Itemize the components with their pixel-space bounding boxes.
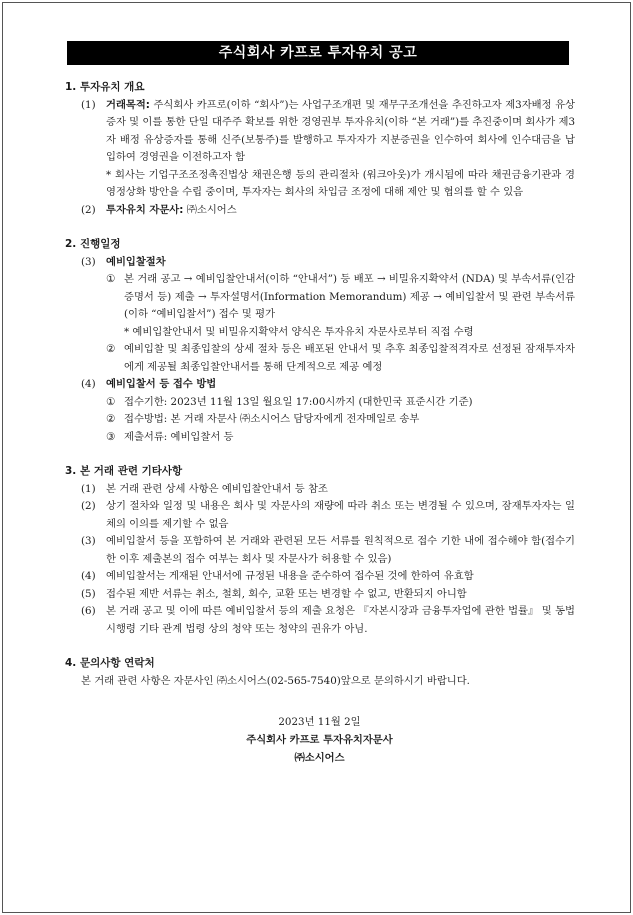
item-text: 예비입찰서 등을 포함하여 본 거래와 관련된 모든 서류를 원칙적으로 접수 기한 내에 접수해야 함(접수기한 이후 제출본의 접수 여부는 회사 및 자문사가 허용할 수 있음)	[106, 535, 575, 565]
item-label: 예비입찰서 등 접수 방법	[106, 378, 217, 390]
sub-item-text: 제출서류: 예비입찰서 등	[124, 430, 234, 443]
sub-item	[65, 341, 575, 376]
sub-item-number: ②	[106, 413, 116, 425]
item-number: (2)	[81, 500, 96, 512]
item-number: (6)	[81, 605, 96, 617]
page-title: 주식회사 카프로 투자유치 공고	[67, 41, 569, 65]
note	[65, 167, 575, 202]
signature-block	[3, 713, 633, 767]
list-item	[65, 202, 575, 220]
sub-item	[65, 429, 575, 447]
list-item	[65, 568, 575, 586]
sub-item	[65, 271, 575, 324]
list-item	[65, 586, 575, 604]
item-number: (4)	[81, 570, 96, 582]
item-number: (3)	[81, 255, 96, 268]
sub-item-text: 예비입찰 및 최종입찰의 상세 절차 등은 배포된 안내서 및 추후 최종입찰적격자로 선정된 잠재투자자에게 제공될 최종입찰안내서를 통해 단계적으로 제공 예정	[124, 343, 575, 373]
item-number: (3)	[81, 535, 96, 547]
sub-item-text: 본 거래 공고 → 예비입찰안내서(이하 “안내서”) 등 배포 → 비밀유지확약서 (NDA) 및 부속서류(인감증명서 등) 제출 → 투자설명서(Information Memorandum) 제공 → 예비입찰서 및 관련 부속서류(이하 “예비입찰서”) 접수 및 평가	[124, 273, 575, 320]
item-text: 본 거래 공고 및 이에 따른 예비입찰서 등의 제출 요청은 『자본시장과 금융투자업에 관한 법률』 및 동법 시행령 기타 관계 법령 상의 청약 또는 청약의 권유가 아님.	[106, 605, 575, 635]
section-2-heading: 2. 진행일정	[65, 238, 121, 250]
item-label: 예비입찰절차	[106, 255, 166, 268]
item-text: 본 거래 관련 상세 사항은 예비입찰안내서 등 참조	[106, 482, 328, 495]
item-text: 접수된 제반 서류는 취소, 철회, 회수, 교환 또는 변경할 수 없고, 반환되지 아니함	[106, 587, 467, 600]
item-text: 주식회사 카프로(이하 “회사”)는 사업구조개편 및 재무구조개선을 추진하고자 제3자배정 유상증자 및 이를 통한 단일 대주주 확보를 위한 경영권부 투자유치(이하 “본 거래”)를 추진중이며 회사가 제3자 배정 유상증자를 통해 신주(보통주)를 발행하고 투자자가 지분증권을 인수하여 회사에 인수대금을 납입하여 경영권을 이전하고자 함	[106, 98, 575, 163]
sub-item-number: ①	[106, 395, 116, 408]
list-item	[65, 533, 575, 568]
list-item	[65, 603, 575, 638]
item-number: (2)	[81, 203, 96, 216]
sub-item-text: 접수기한: 2023년 11월 13일 월요일 17:00시까지 (대한민국 표준시간 기준)	[124, 395, 473, 408]
list-item	[65, 376, 575, 394]
section-4-heading: 4. 문의사항 연락처	[65, 657, 155, 669]
item-text: 상기 절차와 일정 및 내용은 회사 및 자문사의 재량에 따라 취소 또는 변경될 수 있으며, 잠재투자자는 일체의 이의를 제기할 수 없음	[106, 500, 575, 530]
item-label: 투자유치 자문사:	[106, 203, 184, 216]
sub-item-number: ①	[106, 273, 116, 285]
item-number: (1)	[81, 98, 96, 111]
item-number: (5)	[81, 587, 96, 600]
advisor-name: ㈜소시어스	[294, 752, 345, 764]
item-label: 거래목적:	[106, 98, 150, 111]
document-page	[2, 2, 631, 913]
section-1-heading: 1. 투자유치 개요	[65, 81, 145, 93]
item-number: (4)	[81, 378, 96, 390]
list-item	[65, 498, 575, 533]
sub-item-number: ②	[106, 343, 116, 355]
contact-text: 본 거래 관련 사항은 자문사인 ㈜소시어스(02-565-7540)앞으로 문의하시기 바랍니다.	[81, 674, 470, 687]
sub-item-number: ③	[106, 430, 116, 443]
sub-item-text: 접수방법: 본 거래 자문사 ㈜소시어스 담당자에게 전자메일로 송부	[124, 413, 420, 425]
sub-item	[65, 394, 575, 412]
list-item	[65, 97, 575, 167]
item-text: 예비입찰서는 게재된 안내서에 규정된 내용을 준수하여 접수된 것에 한하여 유효함	[106, 570, 474, 582]
notice-date: 2023년 11월 2일	[278, 716, 361, 728]
issuer-name: 주식회사 카프로 투자유치자문사	[246, 734, 393, 746]
item-text: ㈜소시어스	[183, 203, 237, 216]
note-text: * 예비입찰안내서 및 비밀유지확약서 양식은 투자유치 자문사로부터 직접 수령	[124, 325, 474, 338]
list-item	[65, 481, 575, 499]
notice-body	[65, 79, 575, 690]
note-text: * 회사는 기업구조조정촉진법상 채권은행 등의 관리절차 (워크아웃)가 개시됨에 따라 채권금융기관과 경영정상화 방안을 수립 중이며, 투자자는 회사의 차입금 조정에 대해 제안 및 협의를 할 수 있음	[106, 168, 575, 198]
list-item	[65, 254, 575, 272]
note	[65, 324, 575, 342]
section-3-heading: 3. 본 거래 관련 기타사항	[65, 465, 183, 477]
item-number: (1)	[81, 482, 96, 495]
sub-item	[65, 411, 575, 429]
